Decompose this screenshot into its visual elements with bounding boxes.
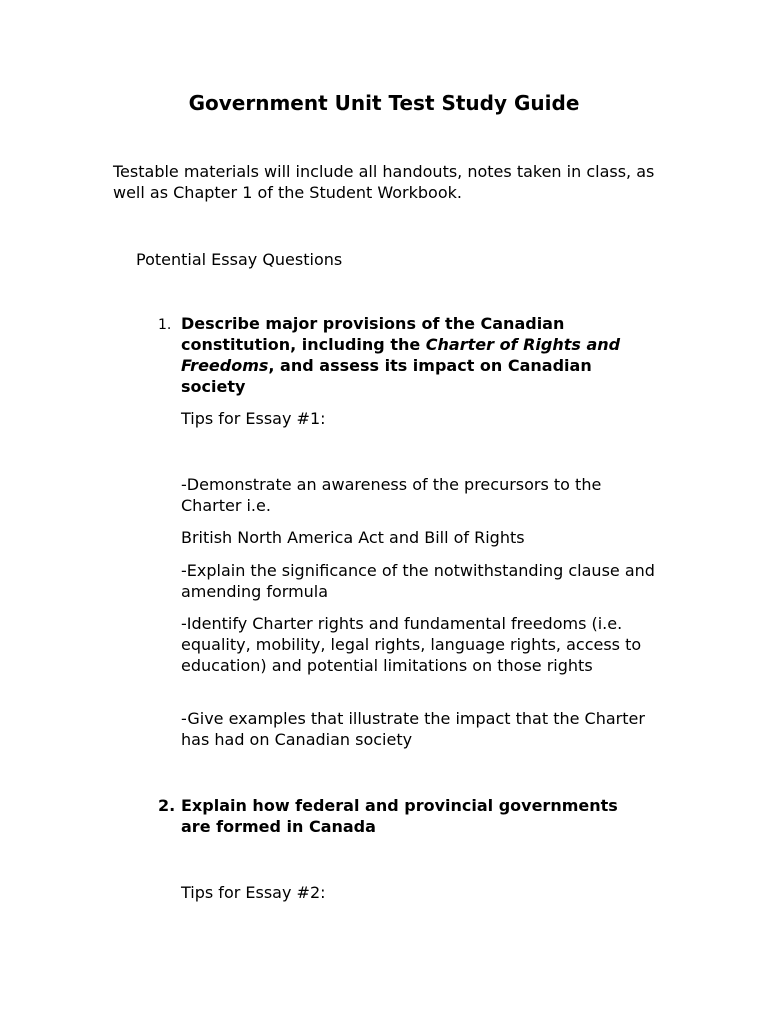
question-text-part: , and assess its impact on Canadian society (181, 356, 592, 396)
charter-title: Charter of Rights and Freedoms (181, 335, 621, 375)
tip-item: -Demonstrate an awareness of the precursors to the Charter i.e. (181, 475, 602, 515)
tip-item: -Identify Charter rights and fundamental freedoms (i.e. equality, mobility, legal rights, language rights, access to education) and potential limitations on those rights (181, 614, 642, 675)
question-text-part: Describe major provisions of the Canadian constitution, including the (181, 314, 565, 354)
section-heading: Potential Essay Questions (136, 250, 343, 269)
page-title: Government Unit Test Study Guide (188, 91, 580, 115)
intro-paragraph: Testable materials will include all handouts, notes taken in class, as well as Chapter 1 of the Student Workbook. (113, 162, 655, 202)
tips-label-2: Tips for Essay #2: (181, 883, 326, 902)
essay-question-1 (158, 313, 678, 397)
question-number: 1. (158, 317, 172, 333)
tip-item: -Give examples that illustrate the impact that the Charter has had on Canadian society (181, 709, 645, 749)
essay-question-2 (158, 795, 678, 837)
question-number: 2. (158, 796, 176, 815)
question-text: Explain how federal and provincial governments are formed in Canada (181, 796, 618, 836)
tips-label-1: Tips for Essay #1: (181, 409, 326, 428)
tip-item: British North America Act and Bill of Rights (181, 528, 525, 547)
question-text (181, 313, 651, 397)
tip-item: -Explain the significance of the notwithstanding clause and amending formula (181, 561, 655, 601)
